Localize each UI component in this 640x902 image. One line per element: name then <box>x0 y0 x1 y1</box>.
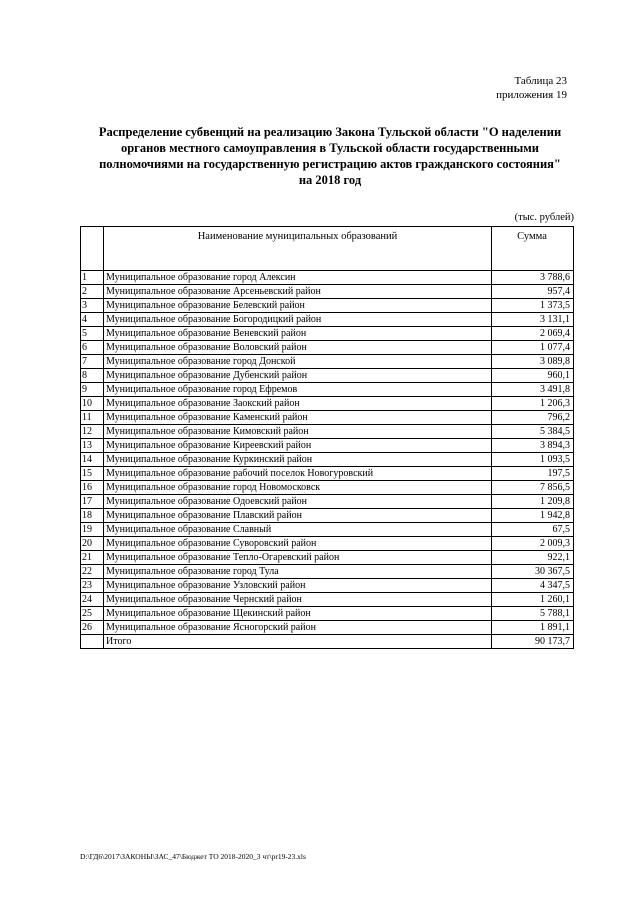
municipality-name: Муниципальное образование Куркинский район <box>104 453 492 467</box>
municipality-name: Муниципальное образование Белевский район <box>104 299 492 313</box>
table-row <box>81 299 574 313</box>
table-row <box>81 607 574 621</box>
table-row <box>81 495 574 509</box>
row-number: 16 <box>81 481 104 495</box>
row-number: 19 <box>81 523 104 537</box>
municipality-name: Муниципальное образование Воловский район <box>104 341 492 355</box>
subsidy-amount: 1 260,1 <box>492 593 574 607</box>
subsidy-amount: 2 009,3 <box>492 537 574 551</box>
table-header-row <box>81 227 574 271</box>
row-number: 4 <box>81 313 104 327</box>
subsidy-amount: 3 131,1 <box>492 313 574 327</box>
total-number-cell <box>81 635 104 649</box>
table-row <box>81 579 574 593</box>
subsidy-amount: 1 891,1 <box>492 621 574 635</box>
row-number: 18 <box>81 509 104 523</box>
municipality-name: Муниципальное образование Одоевский район <box>104 495 492 509</box>
subsidy-amount: 3 894,3 <box>492 439 574 453</box>
header-number-cell <box>81 227 104 271</box>
table-row <box>81 593 574 607</box>
row-number: 1 <box>81 271 104 285</box>
subsidy-amount: 3 491,8 <box>492 383 574 397</box>
municipality-name: Муниципальное образование Богородицкий район <box>104 313 492 327</box>
row-number: 14 <box>81 453 104 467</box>
row-number: 11 <box>81 411 104 425</box>
subsidy-amount: 1 209,8 <box>492 495 574 509</box>
row-number: 3 <box>81 299 104 313</box>
table-row <box>81 621 574 635</box>
row-number: 2 <box>81 285 104 299</box>
municipality-name: Муниципальное образование Веневский район <box>104 327 492 341</box>
subsidy-amount: 7 856,5 <box>492 481 574 495</box>
municipality-name: Муниципальное образование Заокский район <box>104 397 492 411</box>
header-sum-cell: Сумма <box>492 227 574 271</box>
subsidy-amount: 957,4 <box>492 285 574 299</box>
municipality-name: Муниципальное образование Щекинский район <box>104 607 492 621</box>
municipality-name: Муниципальное образование рабочий поселок Новогуровский <box>104 467 492 481</box>
title-line-4: на 2018 год <box>298 173 362 187</box>
table-row <box>81 383 574 397</box>
subsidy-amount: 1 942,8 <box>492 509 574 523</box>
subsidy-amount: 1 093,5 <box>492 453 574 467</box>
municipality-name: Муниципальное образование Каменский район <box>104 411 492 425</box>
subsidy-amount: 30 367,5 <box>492 565 574 579</box>
row-number: 21 <box>81 551 104 565</box>
row-number: 22 <box>81 565 104 579</box>
subsidy-amount: 3 089,8 <box>492 355 574 369</box>
subsidy-table <box>80 226 574 649</box>
municipality-name: Муниципальное образование Узловский район <box>104 579 492 593</box>
table-row <box>81 439 574 453</box>
subsidy-amount: 5 788,1 <box>492 607 574 621</box>
municipality-name: Муниципальное образование Чернский район <box>104 593 492 607</box>
table-row <box>81 355 574 369</box>
row-number: 26 <box>81 621 104 635</box>
row-number: 13 <box>81 439 104 453</box>
table-reference <box>496 74 567 102</box>
header-name-cell: Наименование муниципальных образований <box>104 227 492 271</box>
file-path: D:\ГД6\2017\ЗАКОНЫ\ЗАС_47\Бюджет ТО 2018-2020_3 чт\pr19-23.xls <box>80 852 306 861</box>
subsidy-amount: 5 384,5 <box>492 425 574 439</box>
row-number: 12 <box>81 425 104 439</box>
table-row <box>81 453 574 467</box>
table-row <box>81 551 574 565</box>
municipality-name: Муниципальное образование Киреевский район <box>104 439 492 453</box>
row-number: 8 <box>81 369 104 383</box>
subsidy-amount: 3 788,6 <box>492 271 574 285</box>
municipality-name: Муниципальное образование Тепло-Огаревский район <box>104 551 492 565</box>
table-row <box>81 537 574 551</box>
document-title <box>80 124 580 188</box>
title-line-2: органов местного самоуправления в Тульской области государственными <box>120 141 540 155</box>
table-row <box>81 271 574 285</box>
total-label: Итого <box>104 635 492 649</box>
row-number: 7 <box>81 355 104 369</box>
municipality-name: Муниципальное образование Ясногорский район <box>104 621 492 635</box>
subsidy-amount: 922,1 <box>492 551 574 565</box>
municipality-name: Муниципальное образование город Новомосковск <box>104 481 492 495</box>
subsidy-amount: 2 069,4 <box>492 327 574 341</box>
subsidy-amount: 197,5 <box>492 467 574 481</box>
table-number: Таблица 23 <box>514 75 567 87</box>
table-row <box>81 341 574 355</box>
row-number: 15 <box>81 467 104 481</box>
table-row <box>81 397 574 411</box>
table-row <box>81 523 574 537</box>
table-row <box>81 327 574 341</box>
table-row <box>81 565 574 579</box>
table-row <box>81 285 574 299</box>
title-line-1: Распределение субвенций на реализацию Закона Тульской области "О наделении <box>98 125 562 139</box>
appendix-number: приложения 19 <box>496 89 567 101</box>
table-row <box>81 509 574 523</box>
municipality-name: Муниципальное образование город Алексин <box>104 271 492 285</box>
municipality-name: Муниципальное образование Дубенский район <box>104 369 492 383</box>
table-row <box>81 425 574 439</box>
subsidy-amount: 1 373,5 <box>492 299 574 313</box>
municipality-name: Муниципальное образование Суворовский район <box>104 537 492 551</box>
row-number: 17 <box>81 495 104 509</box>
total-row <box>81 635 574 649</box>
municipality-name: Муниципальное образование город Тула <box>104 565 492 579</box>
subsidy-amount: 67,5 <box>492 523 574 537</box>
title-line-3: полномочиями на государственную регистрацию актов гражданского состояния" <box>99 157 561 171</box>
row-number: 24 <box>81 593 104 607</box>
municipality-name: Муниципальное образование Плавский район <box>104 509 492 523</box>
subsidy-amount: 1 077,4 <box>492 341 574 355</box>
row-number: 6 <box>81 341 104 355</box>
table-row <box>81 313 574 327</box>
table-row <box>81 467 574 481</box>
table-row <box>81 369 574 383</box>
table-row <box>81 411 574 425</box>
row-number: 5 <box>81 327 104 341</box>
total-amount: 90 173,7 <box>492 635 574 649</box>
municipality-name: Муниципальное образование Славный <box>104 523 492 537</box>
row-number: 20 <box>81 537 104 551</box>
row-number: 9 <box>81 383 104 397</box>
row-number: 25 <box>81 607 104 621</box>
municipality-name: Муниципальное образование Кимовский район <box>104 425 492 439</box>
subsidy-amount: 960,1 <box>492 369 574 383</box>
subsidy-amount: 1 206,3 <box>492 397 574 411</box>
municipality-name: Муниципальное образование Арсеньевский район <box>104 285 492 299</box>
row-number: 10 <box>81 397 104 411</box>
subsidy-amount: 796,2 <box>492 411 574 425</box>
row-number: 23 <box>81 579 104 593</box>
municipality-name: Муниципальное образование город Ефремов <box>104 383 492 397</box>
subsidy-amount: 4 347,5 <box>492 579 574 593</box>
units-label: (тыс. рублей) <box>514 212 574 223</box>
municipality-name: Муниципальное образование город Донской <box>104 355 492 369</box>
table-row <box>81 481 574 495</box>
